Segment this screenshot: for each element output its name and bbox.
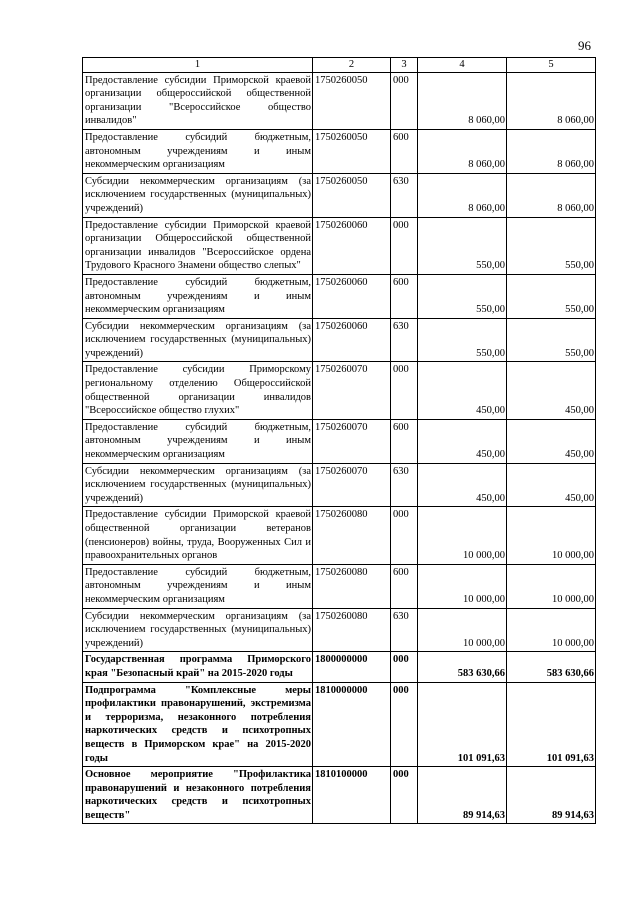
row-name-cell: Предоставление субсидии Приморской краевой организации Общероссийской общественной организации инвалидов "Всероссийское ордена Трудового Красного Знамени общество слепых": [83, 217, 313, 274]
row-code-cell: 1810100000: [313, 767, 391, 824]
row-code-cell: 1750260060: [313, 318, 391, 362]
row-amount-2020-cell: 89 914,63: [507, 767, 596, 824]
row-amount-2019-cell: 550,00: [418, 318, 507, 362]
row-amount-2019-cell: 10 000,00: [418, 608, 507, 652]
row-amount-2019-cell: 550,00: [418, 217, 507, 274]
row-code-cell: 1750260050: [313, 173, 391, 217]
row-amount-2020-cell: 550,00: [507, 318, 596, 362]
budget-table: [82, 57, 596, 824]
table-header-row: [83, 58, 596, 73]
row-code-cell: 1800000000: [313, 652, 391, 682]
row-amount-2019-cell: 101 091,63: [418, 682, 507, 767]
row-code-cell: 1750260060: [313, 274, 391, 318]
row-amount-2019-cell: 450,00: [418, 419, 507, 463]
row-expense-type-cell: 600: [391, 419, 418, 463]
row-expense-type-cell: 000: [391, 217, 418, 274]
table-row: [83, 463, 596, 507]
table-row: [83, 652, 596, 682]
row-code-cell: 1750260050: [313, 72, 391, 129]
row-name-cell: Субсидии некоммерческим организациям (за исключением государственных (муниципальных) учреждений): [83, 463, 313, 507]
row-expense-type-cell: 600: [391, 129, 418, 173]
row-amount-2020-cell: 8 060,00: [507, 129, 596, 173]
header-col-3: 3: [391, 58, 418, 73]
header-col-2: 2: [313, 58, 391, 73]
row-expense-type-cell: 630: [391, 318, 418, 362]
row-amount-2019-cell: 450,00: [418, 362, 507, 419]
row-amount-2020-cell: 10 000,00: [507, 564, 596, 608]
row-code-cell: 1750260080: [313, 507, 391, 564]
table-row: [83, 173, 596, 217]
header-col-4: 4: [418, 58, 507, 73]
row-code-cell: 1750260060: [313, 217, 391, 274]
table-row: [83, 419, 596, 463]
row-amount-2020-cell: 550,00: [507, 217, 596, 274]
row-name-cell: Предоставление субсидии Приморской краевой общественной организации ветеранов (пенсионеров) войны, труда, Вооруженных Сил и правоохранительных органов: [83, 507, 313, 564]
table-row: [83, 318, 596, 362]
table-row: [83, 274, 596, 318]
row-amount-2019-cell: 8 060,00: [418, 129, 507, 173]
table-row: [83, 767, 596, 824]
header-col-1: 1: [83, 58, 313, 73]
row-amount-2019-cell: 10 000,00: [418, 564, 507, 608]
table-row: [83, 362, 596, 419]
row-amount-2020-cell: 10 000,00: [507, 507, 596, 564]
row-expense-type-cell: 000: [391, 682, 418, 767]
row-expense-type-cell: 600: [391, 564, 418, 608]
table-row: [83, 129, 596, 173]
row-code-cell: 1750260080: [313, 608, 391, 652]
row-amount-2020-cell: 8 060,00: [507, 173, 596, 217]
row-name-cell: Подпрограмма "Комплексные меры профилактики правонарушений, экстремизма и терроризма, незаконного потребления наркотических средств и психотропных веществ в Приморском крае" на 2015-2020 годы: [83, 682, 313, 767]
table-row: [83, 608, 596, 652]
table-row: [83, 72, 596, 129]
row-code-cell: 1750260070: [313, 419, 391, 463]
row-expense-type-cell: 000: [391, 507, 418, 564]
row-code-cell: 1750260070: [313, 362, 391, 419]
row-amount-2019-cell: 583 630,66: [418, 652, 507, 682]
row-amount-2019-cell: 10 000,00: [418, 507, 507, 564]
row-name-cell: Государственная программа Приморского края "Безопасный край" на 2015-2020 годы: [83, 652, 313, 682]
row-name-cell: Основное мероприятие "Профилактика правонарушений и незаконного потребления наркотических средств и психотропных веществ": [83, 767, 313, 824]
row-amount-2020-cell: 450,00: [507, 419, 596, 463]
header-col-5: 5: [507, 58, 596, 73]
row-name-cell: Субсидии некоммерческим организациям (за исключением государственных (муниципальных) учреждений): [83, 318, 313, 362]
row-code-cell: 1810000000: [313, 682, 391, 767]
row-amount-2020-cell: 550,00: [507, 274, 596, 318]
row-expense-type-cell: 000: [391, 362, 418, 419]
row-expense-type-cell: 000: [391, 72, 418, 129]
row-amount-2020-cell: 101 091,63: [507, 682, 596, 767]
row-expense-type-cell: 000: [391, 652, 418, 682]
row-name-cell: Предоставление субсидий бюджетным, автономным учреждениям и иным некоммерческим организациям: [83, 564, 313, 608]
row-amount-2020-cell: 8 060,00: [507, 72, 596, 129]
table-row: [83, 507, 596, 564]
table-row: [83, 682, 596, 767]
row-name-cell: Предоставление субсидии Приморской краевой организации общероссийской общественной организации "Всероссийское общество инвалидов": [83, 72, 313, 129]
row-code-cell: 1750260070: [313, 463, 391, 507]
row-amount-2019-cell: 8 060,00: [418, 173, 507, 217]
row-amount-2019-cell: 8 060,00: [418, 72, 507, 129]
page-number: 96: [578, 38, 591, 53]
row-expense-type-cell: 600: [391, 274, 418, 318]
row-amount-2020-cell: 10 000,00: [507, 608, 596, 652]
row-name-cell: Предоставление субсидий бюджетным, автономным учреждениям и иным некоммерческим организациям: [83, 419, 313, 463]
table-row: [83, 564, 596, 608]
row-amount-2019-cell: 450,00: [418, 463, 507, 507]
row-name-cell: Предоставление субсидий бюджетным, автономным учреждениям и иным некоммерческим организациям: [83, 129, 313, 173]
row-expense-type-cell: 630: [391, 173, 418, 217]
row-expense-type-cell: 630: [391, 463, 418, 507]
row-name-cell: Предоставление субсидии Приморскому региональному отделению Общероссийской общественной организации инвалидов "Всероссийское общество глухих": [83, 362, 313, 419]
row-expense-type-cell: 000: [391, 767, 418, 824]
row-amount-2019-cell: 89 914,63: [418, 767, 507, 824]
row-amount-2020-cell: 583 630,66: [507, 652, 596, 682]
row-expense-type-cell: 630: [391, 608, 418, 652]
row-name-cell: Субсидии некоммерческим организациям (за исключением государственных (муниципальных) учреждений): [83, 608, 313, 652]
row-name-cell: Предоставление субсидий бюджетным, автономным учреждениям и иным некоммерческим организациям: [83, 274, 313, 318]
row-code-cell: 1750260080: [313, 564, 391, 608]
row-code-cell: 1750260050: [313, 129, 391, 173]
row-name-cell: Субсидии некоммерческим организациям (за исключением государственных (муниципальных) учреждений): [83, 173, 313, 217]
row-amount-2020-cell: 450,00: [507, 463, 596, 507]
row-amount-2020-cell: 450,00: [507, 362, 596, 419]
table-row: [83, 217, 596, 274]
row-amount-2019-cell: 550,00: [418, 274, 507, 318]
